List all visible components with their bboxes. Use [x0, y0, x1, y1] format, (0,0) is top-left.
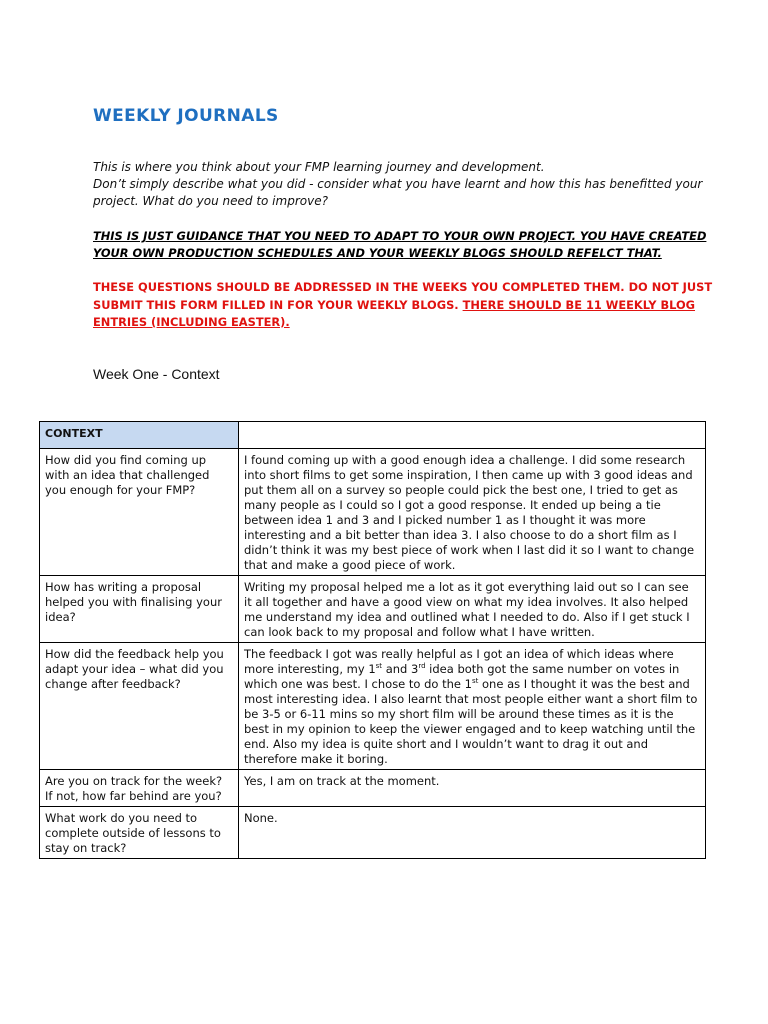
- red-notice: [93, 279, 733, 332]
- week-heading: Week One - Context: [93, 366, 220, 382]
- question-cell: How did the feedback help you adapt your idea – what did you change after feedback?: [40, 643, 239, 770]
- red-notice-underlined: THERE SHOULD BE 11 WEEKLY BLOG ENTRIES (INCLUDING EASTER).: [93, 297, 696, 329]
- answer-text: idea both got the same number on votes in which one was best. I chose to do the 1: [244, 662, 680, 691]
- intro-line-1: This is where you think about your FMP learning journey and development.: [93, 160, 545, 174]
- guidance-notice: THIS IS JUST GUIDANCE THAT YOU NEED TO ADAPT TO YOUR OWN PROJECT. YOU HAVE CREATED YOUR OWN PRODUCTION SCHEDULES AND YOUR WEEKLY BLOGS SHOULD REFELCT THAT.: [93, 229, 707, 260]
- question-cell: Are you on track for the week? If not, how far behind are you?: [40, 770, 239, 807]
- ordinal-suffix: rd: [418, 662, 426, 671]
- table-row: [40, 576, 706, 643]
- context-table: [39, 421, 706, 859]
- ordinal-suffix: st: [375, 662, 383, 671]
- answer-cell: Yes, I am on track at the moment.: [239, 770, 706, 807]
- red-notice-main: THESE QUESTIONS SHOULD BE ADDRESSED IN THE WEEKS YOU COMPLETED THEM. DO NOT JUST SUBMIT THIS FORM FILLED IN FOR YOUR WEEKLY BLOGS.: [93, 280, 713, 312]
- answer-cell: [239, 643, 706, 770]
- question-cell: How did you find coming up with an idea that challenged you enough for your FMP?: [40, 449, 239, 576]
- page-title: WEEKLY JOURNALS: [93, 106, 279, 126]
- answer-cell: I found coming up with a good enough idea a challenge. I did some research into short films to get some inspiration, I then came up with 3 good ideas and put them all on a survey so people could pick the best one, I tried to get as many people as I could so I got a good response. It ended up being a tie between idea 1 and 3 and I picked number 1 as I thought it was more interesting and a bit better than idea 3. I also choose to do a short film as I didn’t think it was my best piece of work when I last did it so I want to change that and make a good piece of work.: [239, 449, 706, 576]
- table-header-value: [239, 422, 706, 449]
- table-row: [40, 643, 706, 770]
- ordinal-suffix: st: [471, 677, 479, 686]
- answer-text: one as I thought it was the best and most interesting idea. I also learnt that most people either want a short film to be 3-5 or 6-11 mins so my short film will be around these times as it is the best in my opinion to keep the viewer engaged and to keep watching until the end. Also my idea is quite short and I wouldn’t want to drag it out and therefore make it boring.: [244, 677, 698, 766]
- question-cell: How has writing a proposal helped you with finalising your idea?: [40, 576, 239, 643]
- question-cell: What work do you need to complete outside of lessons to stay on track?: [40, 807, 239, 859]
- table-header-row: [40, 422, 706, 449]
- answer-cell: Writing my proposal helped me a lot as it got everything laid out so I can see it all together and have a good view on what my idea involves. It also helped me understand my idea and outlined what I needed to do. Also if I get stuck I can look back to my proposal and follow what I have written.: [239, 576, 706, 643]
- table-row: [40, 807, 706, 859]
- table-row: [40, 449, 706, 576]
- answer-text: and 3: [382, 662, 419, 676]
- intro-text: [93, 159, 713, 210]
- answer-text: The feedback I got was really helpful as I got an idea of which ideas where more interesting, my 1: [244, 647, 674, 676]
- intro-line-2: Don’t simply describe what you did - consider what you have learnt and how this has benefitted your project. What do you need to improve?: [93, 177, 703, 208]
- answer-cell: None.: [239, 807, 706, 859]
- table-header-label: CONTEXT: [40, 422, 239, 449]
- table-row: [40, 770, 706, 807]
